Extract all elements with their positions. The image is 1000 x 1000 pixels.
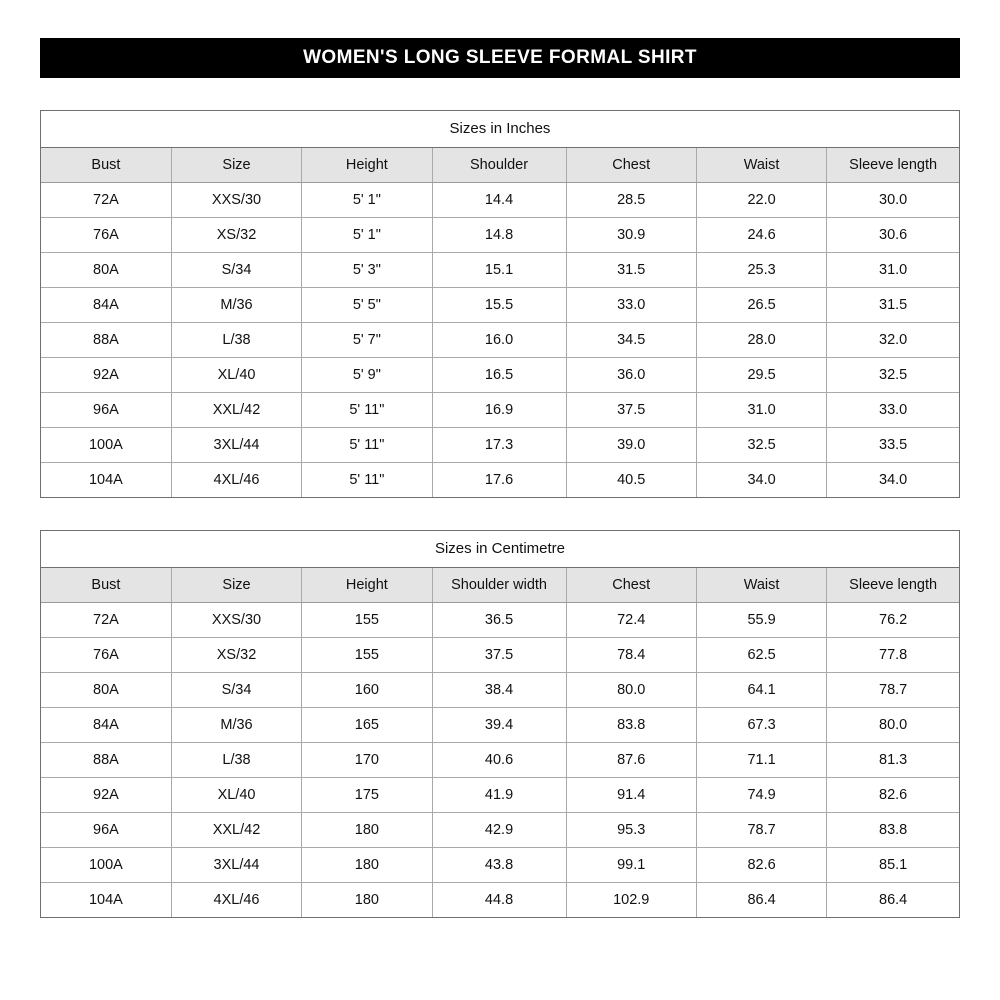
cell-sleeve-length: 86.4 — [827, 883, 959, 918]
cell-bust: 88A — [41, 743, 171, 778]
cell-size: 3XL/44 — [171, 848, 301, 883]
cell-bust: 72A — [41, 603, 171, 638]
table-row — [41, 428, 959, 463]
cell-shoulder-width: 41.9 — [432, 778, 566, 813]
column-header-chest: Chest — [566, 568, 696, 603]
cell-chest: 72.4 — [566, 603, 696, 638]
cell-waist: 26.5 — [696, 288, 826, 323]
cell-sleeve-length: 81.3 — [827, 743, 959, 778]
table-row — [41, 323, 959, 358]
cell-bust: 96A — [41, 393, 171, 428]
cell-shoulder: 15.5 — [432, 288, 566, 323]
cell-size: XL/40 — [171, 358, 301, 393]
cell-chest: 31.5 — [566, 253, 696, 288]
cell-waist: 67.3 — [696, 708, 826, 743]
cell-size: XS/32 — [171, 218, 301, 253]
cell-waist: 74.9 — [696, 778, 826, 813]
column-header-height: Height — [302, 148, 432, 183]
cell-height: 5' 1" — [302, 218, 432, 253]
table-header-row — [41, 148, 959, 183]
table-row — [41, 358, 959, 393]
cell-height: 180 — [302, 848, 432, 883]
cell-size: XL/40 — [171, 778, 301, 813]
cell-waist: 22.0 — [696, 183, 826, 218]
cell-waist: 25.3 — [696, 253, 826, 288]
cell-size: M/36 — [171, 708, 301, 743]
table-row — [41, 708, 959, 743]
cell-bust: 80A — [41, 673, 171, 708]
cell-bust: 104A — [41, 463, 171, 498]
cell-shoulder: 16.0 — [432, 323, 566, 358]
cell-waist: 29.5 — [696, 358, 826, 393]
column-header-sleeve-length: Sleeve length — [827, 148, 959, 183]
cell-sleeve-length: 77.8 — [827, 638, 959, 673]
cell-size: S/34 — [171, 253, 301, 288]
column-header-bust: Bust — [41, 148, 171, 183]
cell-chest: 40.5 — [566, 463, 696, 498]
cell-sleeve-length: 30.0 — [827, 183, 959, 218]
cell-size: L/38 — [171, 743, 301, 778]
table-row — [41, 673, 959, 708]
size-table-inches — [41, 111, 959, 497]
size-table-centimetre-caption: Sizes in Centimetre — [41, 531, 959, 568]
cell-waist: 82.6 — [696, 848, 826, 883]
cell-height: 5' 11" — [302, 393, 432, 428]
cell-shoulder: 16.5 — [432, 358, 566, 393]
cell-height: 5' 5" — [302, 288, 432, 323]
cell-bust: 100A — [41, 428, 171, 463]
cell-chest: 78.4 — [566, 638, 696, 673]
cell-sleeve-length: 31.0 — [827, 253, 959, 288]
cell-shoulder: 14.4 — [432, 183, 566, 218]
cell-waist: 86.4 — [696, 883, 826, 918]
cell-size: S/34 — [171, 673, 301, 708]
cell-chest: 36.0 — [566, 358, 696, 393]
column-header-waist: Waist — [696, 148, 826, 183]
cell-shoulder-width: 40.6 — [432, 743, 566, 778]
cell-shoulder: 17.3 — [432, 428, 566, 463]
cell-height: 180 — [302, 883, 432, 918]
table-row — [41, 218, 959, 253]
page-title: WOMEN'S LONG SLEEVE FORMAL SHIRT — [303, 47, 697, 68]
cell-shoulder-width: 44.8 — [432, 883, 566, 918]
table-row — [41, 883, 959, 918]
cell-bust: 100A — [41, 848, 171, 883]
cell-bust: 92A — [41, 778, 171, 813]
cell-chest: 34.5 — [566, 323, 696, 358]
cell-shoulder: 17.6 — [432, 463, 566, 498]
cell-size: 4XL/46 — [171, 463, 301, 498]
cell-size: XXS/30 — [171, 183, 301, 218]
table-row — [41, 778, 959, 813]
table-row — [41, 743, 959, 778]
cell-waist: 62.5 — [696, 638, 826, 673]
column-header-sleeve-length: Sleeve length — [827, 568, 959, 603]
table-row — [41, 603, 959, 638]
cell-size: 4XL/46 — [171, 883, 301, 918]
cell-sleeve-length: 34.0 — [827, 463, 959, 498]
cell-height: 5' 11" — [302, 428, 432, 463]
table-row — [41, 253, 959, 288]
table-row — [41, 848, 959, 883]
cell-bust: 96A — [41, 813, 171, 848]
cell-size: L/38 — [171, 323, 301, 358]
table-row — [41, 638, 959, 673]
size-table-centimetre-container — [40, 530, 960, 918]
cell-chest: 99.1 — [566, 848, 696, 883]
cell-height: 5' 1" — [302, 183, 432, 218]
cell-chest: 83.8 — [566, 708, 696, 743]
cell-shoulder-width: 36.5 — [432, 603, 566, 638]
cell-height: 165 — [302, 708, 432, 743]
column-header-size: Size — [171, 148, 301, 183]
cell-bust: 92A — [41, 358, 171, 393]
cell-chest: 28.5 — [566, 183, 696, 218]
cell-height: 5' 7" — [302, 323, 432, 358]
cell-size: XXL/42 — [171, 393, 301, 428]
cell-waist: 55.9 — [696, 603, 826, 638]
cell-chest: 37.5 — [566, 393, 696, 428]
column-header-size: Size — [171, 568, 301, 603]
cell-height: 155 — [302, 638, 432, 673]
cell-shoulder-width: 39.4 — [432, 708, 566, 743]
cell-sleeve-length: 85.1 — [827, 848, 959, 883]
cell-size: XS/32 — [171, 638, 301, 673]
size-table-inches-caption: Sizes in Inches — [41, 111, 959, 148]
cell-height: 5' 3" — [302, 253, 432, 288]
cell-sleeve-length: 32.0 — [827, 323, 959, 358]
cell-height: 180 — [302, 813, 432, 848]
cell-chest: 102.9 — [566, 883, 696, 918]
cell-chest: 80.0 — [566, 673, 696, 708]
column-header-chest: Chest — [566, 148, 696, 183]
cell-waist: 31.0 — [696, 393, 826, 428]
cell-size: M/36 — [171, 288, 301, 323]
column-header-shoulder: Shoulder — [432, 148, 566, 183]
cell-chest: 87.6 — [566, 743, 696, 778]
cell-height: 5' 11" — [302, 463, 432, 498]
cell-height: 160 — [302, 673, 432, 708]
cell-bust: 88A — [41, 323, 171, 358]
cell-height: 175 — [302, 778, 432, 813]
cell-bust: 76A — [41, 218, 171, 253]
column-header-height: Height — [302, 568, 432, 603]
cell-size: XXL/42 — [171, 813, 301, 848]
page-title-bar — [40, 38, 960, 78]
table-row — [41, 393, 959, 428]
cell-shoulder: 15.1 — [432, 253, 566, 288]
size-table-inches-container — [40, 110, 960, 498]
cell-waist: 71.1 — [696, 743, 826, 778]
cell-sleeve-length: 78.7 — [827, 673, 959, 708]
cell-shoulder: 14.8 — [432, 218, 566, 253]
table-row — [41, 288, 959, 323]
cell-bust: 72A — [41, 183, 171, 218]
cell-bust: 84A — [41, 288, 171, 323]
cell-height: 155 — [302, 603, 432, 638]
cell-height: 170 — [302, 743, 432, 778]
cell-bust: 80A — [41, 253, 171, 288]
cell-shoulder: 16.9 — [432, 393, 566, 428]
cell-shoulder-width: 43.8 — [432, 848, 566, 883]
column-header-waist: Waist — [696, 568, 826, 603]
cell-size: XXS/30 — [171, 603, 301, 638]
cell-chest: 91.4 — [566, 778, 696, 813]
cell-sleeve-length: 32.5 — [827, 358, 959, 393]
table-row — [41, 813, 959, 848]
cell-sleeve-length: 83.8 — [827, 813, 959, 848]
cell-height: 5' 9" — [302, 358, 432, 393]
cell-waist: 32.5 — [696, 428, 826, 463]
cell-bust: 104A — [41, 883, 171, 918]
cell-sleeve-length: 80.0 — [827, 708, 959, 743]
cell-chest: 30.9 — [566, 218, 696, 253]
cell-sleeve-length: 30.6 — [827, 218, 959, 253]
column-header-shoulder-width: Shoulder width — [432, 568, 566, 603]
cell-waist: 28.0 — [696, 323, 826, 358]
cell-waist: 64.1 — [696, 673, 826, 708]
cell-sleeve-length: 31.5 — [827, 288, 959, 323]
cell-sleeve-length: 33.5 — [827, 428, 959, 463]
cell-sleeve-length: 76.2 — [827, 603, 959, 638]
cell-bust: 84A — [41, 708, 171, 743]
cell-shoulder-width: 38.4 — [432, 673, 566, 708]
cell-sleeve-length: 82.6 — [827, 778, 959, 813]
cell-chest: 95.3 — [566, 813, 696, 848]
table-header-row — [41, 568, 959, 603]
cell-waist: 34.0 — [696, 463, 826, 498]
column-header-bust: Bust — [41, 568, 171, 603]
table-row — [41, 183, 959, 218]
cell-sleeve-length: 33.0 — [827, 393, 959, 428]
cell-size: 3XL/44 — [171, 428, 301, 463]
cell-chest: 39.0 — [566, 428, 696, 463]
cell-shoulder-width: 37.5 — [432, 638, 566, 673]
cell-shoulder-width: 42.9 — [432, 813, 566, 848]
cell-chest: 33.0 — [566, 288, 696, 323]
size-table-centimetre — [41, 531, 959, 917]
table-row — [41, 463, 959, 498]
cell-waist: 24.6 — [696, 218, 826, 253]
cell-waist: 78.7 — [696, 813, 826, 848]
cell-bust: 76A — [41, 638, 171, 673]
